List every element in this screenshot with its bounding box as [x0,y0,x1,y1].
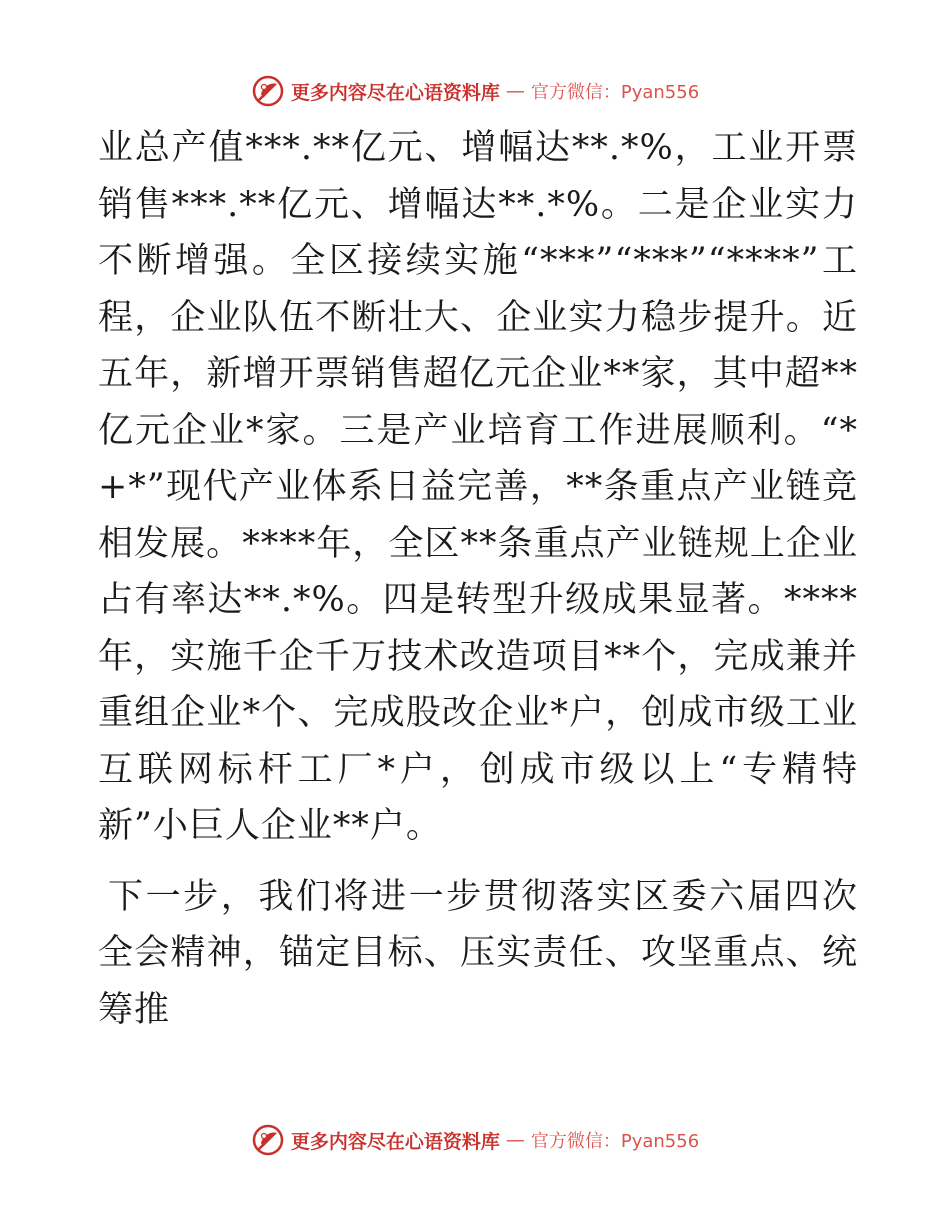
banner-separator: — [505,80,525,102]
banner-site-name: 更多内容尽在心语资料库 [290,1130,500,1153]
brush-heart-logo-icon [251,1123,285,1157]
document-body [98,120,858,1038]
footer-banner [0,1120,950,1160]
paragraph-next-steps: 下一步，我们将进一步贯彻落实区委六届四次全会精神，锚定目标、压实责任、攻坚重点、统筹推 [98,876,858,1030]
paragraph-industrial-summary: 业总产值***.**亿元、增幅达**.*%，工业开票销售***.**亿元、增幅达**.*%。二是企业实力不断增强。全区接续实施“***”“***”“****”工程，企业队伍不断壮大、企业实力稳步提升。近五年，新增开票销售超亿元企业**家，其中超**亿元企业*家。三是产业培育工作进展顺利。“*+*”现代产业体系日益完善，**条重点产业链竞相发展。****年，全区**条重点产业链规上企业占有率达**.*%。四是转型升级成果显著。****年，实施千企千万技术改造项目**个，完成兼并重组企业*个、完成股改企业*户，创成市级工业互联网标杆工厂*户，创成市级以上“专精特新”小巨人企业**户。 [98,128,858,846]
brush-heart-logo-icon [251,74,285,108]
header-banner [0,71,950,111]
banner-wechat-contact: 官方微信：Pyan556 [530,82,700,103]
banner-wechat-contact: 官方微信：Pyan556 [530,1131,700,1152]
banner-site-name: 更多内容尽在心语资料库 [290,81,500,104]
banner-separator: — [505,1129,525,1151]
